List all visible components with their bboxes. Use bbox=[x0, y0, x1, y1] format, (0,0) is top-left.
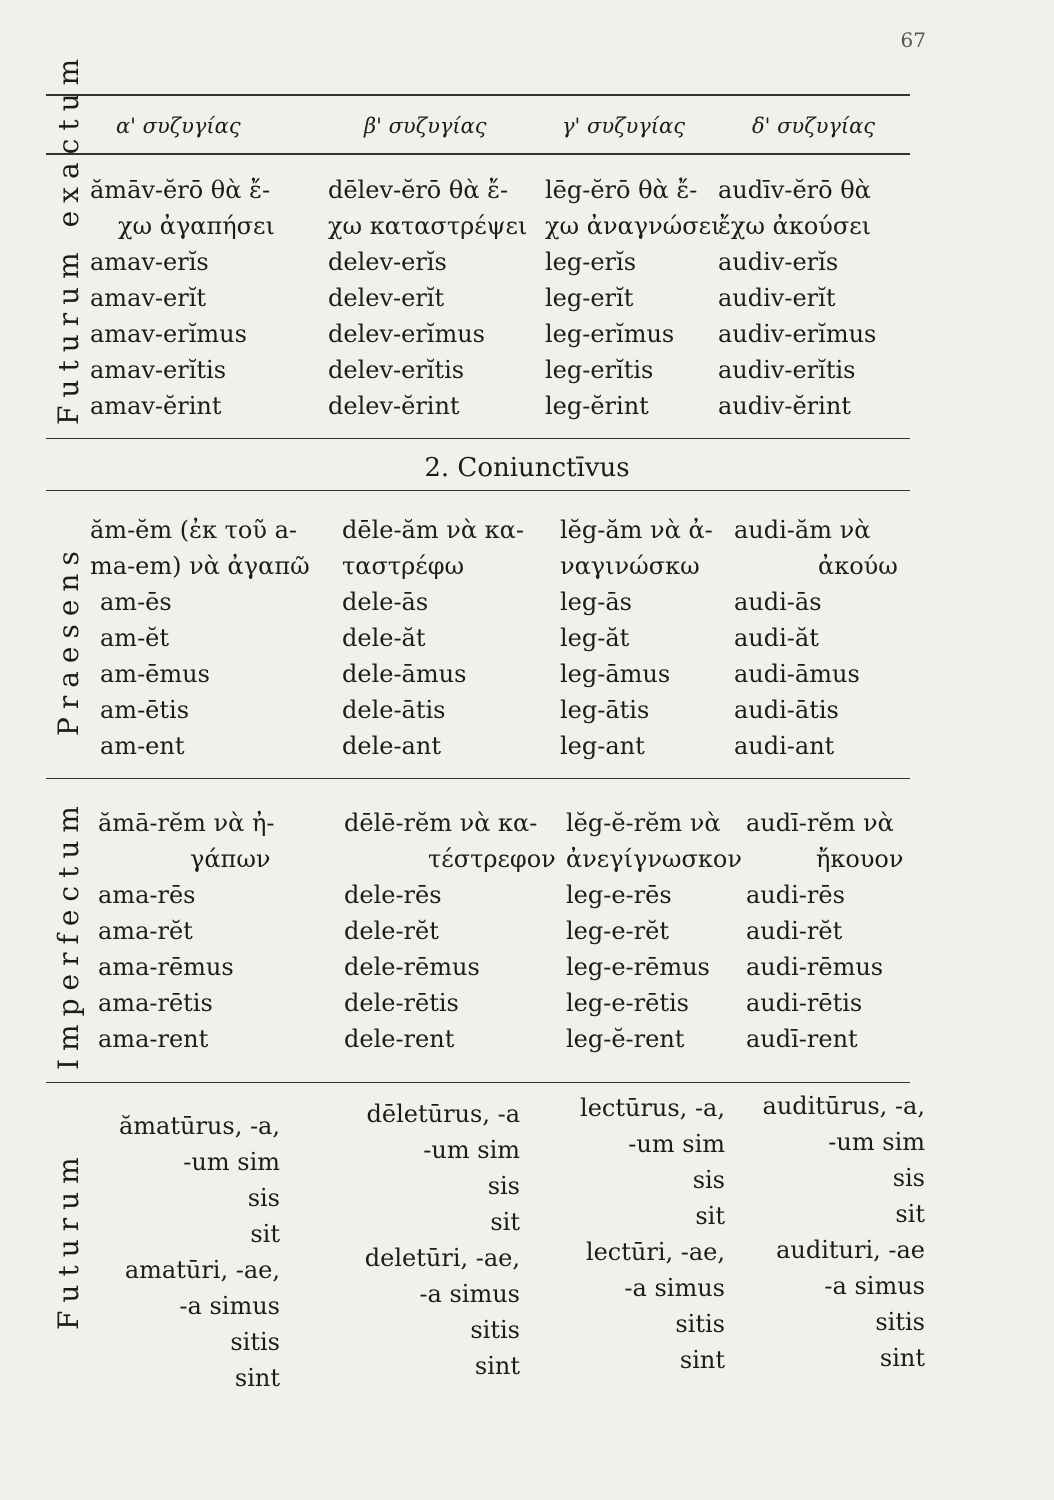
form-line: audi-rēs bbox=[746, 881, 845, 909]
form-line: dele-rētis bbox=[344, 989, 459, 1017]
page-number: 67 bbox=[900, 28, 926, 52]
form-line: dele-ātis bbox=[342, 696, 446, 724]
form-line: leg-erĭs bbox=[545, 248, 637, 276]
form-line: sitis bbox=[230, 1328, 280, 1356]
form-line: delev-erĭt bbox=[328, 284, 445, 312]
top-rule bbox=[46, 94, 910, 96]
section-rule bbox=[46, 778, 910, 779]
form-line: lēg-ĕrō θὰ ἔ- bbox=[545, 176, 698, 204]
header-conjugation-3: γ' συζυγίας bbox=[562, 114, 685, 138]
form-line: dele-ant bbox=[342, 732, 441, 760]
form-line: am-ēmus bbox=[100, 660, 210, 688]
form-line: audi-ant bbox=[734, 732, 835, 760]
form-line: dēlē-rĕm νὰ κα- bbox=[344, 809, 538, 837]
form-line: audi-rēmus bbox=[746, 953, 884, 981]
form-line: leg-ās bbox=[560, 588, 632, 616]
futurum-exactum-col2 bbox=[328, 172, 527, 424]
form-line: leg-e-rētis bbox=[566, 989, 689, 1017]
form-line: leg-ăt bbox=[560, 624, 630, 652]
form-line: amav-ĕrint bbox=[90, 392, 222, 420]
form-line: sit bbox=[490, 1208, 520, 1236]
form-line: dele-ăt bbox=[342, 624, 426, 652]
form-line: audi-āmus bbox=[734, 660, 860, 688]
form-line: audiv-ĕrint bbox=[718, 392, 851, 420]
side-label-futurum-exactum: Futurum exactum bbox=[52, 50, 85, 425]
section-rule bbox=[46, 438, 910, 439]
form-line: audiv-erĭmus bbox=[718, 320, 877, 348]
imperfectum-col3 bbox=[566, 805, 742, 1057]
form-line: ἀνεγίγνωσκον bbox=[566, 845, 742, 873]
form-line: ἤκουον bbox=[816, 845, 904, 873]
form-line: lectūri, -ae, bbox=[585, 1238, 725, 1266]
header-conjugation-4: δ' συζυγίας bbox=[752, 114, 876, 138]
form-line: am-ētis bbox=[100, 696, 190, 724]
section-rule bbox=[46, 490, 910, 491]
form-line: -a simus bbox=[179, 1292, 280, 1320]
imperfectum-col1 bbox=[90, 805, 274, 1057]
form-line: dele-rĕt bbox=[344, 917, 439, 945]
form-line: amav-erĭtis bbox=[90, 356, 227, 384]
form-line: dele-rēs bbox=[344, 881, 442, 909]
header-conjugation-1: α' συζυγίας bbox=[116, 114, 241, 138]
form-line: deletūri, -ae, bbox=[364, 1244, 520, 1272]
form-line: -um sim bbox=[628, 1130, 725, 1158]
form-line: sint bbox=[234, 1364, 280, 1392]
form-line: sitis bbox=[675, 1310, 725, 1338]
form-line: audi-rĕt bbox=[746, 917, 843, 945]
form-line: sit bbox=[895, 1200, 925, 1228]
form-line: dele-rent bbox=[344, 1025, 455, 1053]
side-label-imperfectum: Imperfectum bbox=[52, 798, 85, 1070]
futurum-col2 bbox=[330, 1096, 520, 1384]
form-line: sis bbox=[692, 1166, 725, 1194]
form-line: τέστρεφον bbox=[428, 845, 556, 873]
form-line: ταστρέφω bbox=[342, 552, 465, 580]
form-line: audiv-erĭtis bbox=[718, 356, 856, 384]
form-line: leg-erĭtis bbox=[545, 356, 654, 384]
form-line: sint bbox=[474, 1352, 520, 1380]
imperfectum-col4 bbox=[746, 805, 903, 1057]
form-line: ἀκούω bbox=[818, 552, 898, 580]
futurum-exactum-col1 bbox=[90, 172, 275, 424]
form-line: audi-ăm νὰ bbox=[734, 516, 871, 544]
futurum-col4 bbox=[735, 1088, 925, 1376]
form-line: ama-rēs bbox=[98, 881, 196, 909]
form-line: -um sim bbox=[828, 1128, 925, 1156]
form-line: dēletūrus, -a bbox=[366, 1100, 520, 1128]
futurum-exactum-col4 bbox=[718, 172, 876, 424]
form-line: delev-erĭmus bbox=[328, 320, 485, 348]
form-line: auditūrus, -a, bbox=[762, 1092, 925, 1120]
form-line: leg-ĕrint bbox=[545, 392, 649, 420]
form-line: leg-ātis bbox=[560, 696, 650, 724]
side-label-praesens: Praesens bbox=[52, 543, 85, 737]
form-line: -um sim bbox=[183, 1148, 280, 1176]
form-line: audi-ăt bbox=[734, 624, 819, 652]
praesens-col1 bbox=[90, 512, 310, 764]
form-line: sit bbox=[695, 1202, 725, 1230]
form-line: audi-ātis bbox=[734, 696, 839, 724]
form-line: am-ĕt bbox=[100, 624, 170, 652]
form-line: dēle-ăm νὰ κα- bbox=[342, 516, 524, 544]
form-line: -a simus bbox=[624, 1274, 725, 1302]
form-line: sint bbox=[679, 1346, 725, 1374]
form-line: lĕg-ĕ-rĕm νὰ bbox=[566, 809, 721, 837]
form-line: leg-erĭmus bbox=[545, 320, 675, 348]
form-line: sis bbox=[487, 1172, 520, 1200]
form-line: amav-erĭt bbox=[90, 284, 207, 312]
form-line: leg-e-rēs bbox=[566, 881, 672, 909]
form-line: leg-ĕ-rent bbox=[566, 1025, 685, 1053]
form-line: sitis bbox=[470, 1316, 520, 1344]
form-line: χω καταστρέψει bbox=[328, 212, 528, 240]
form-line: audi-rētis bbox=[746, 989, 863, 1017]
form-line: ma-em) νὰ ἀγαπῶ bbox=[90, 552, 310, 580]
form-line: amatūri, -ae, bbox=[124, 1256, 280, 1284]
form-line: am-ēs bbox=[100, 588, 172, 616]
form-line: leg-āmus bbox=[560, 660, 671, 688]
form-line: ama-rētis bbox=[98, 989, 213, 1017]
form-line: ăm-ĕm (ἐκ τοῦ a- bbox=[90, 516, 297, 544]
form-line: ama-rēmus bbox=[98, 953, 234, 981]
form-line: leg-erĭt bbox=[545, 284, 634, 312]
praesens-col3 bbox=[560, 512, 713, 764]
form-line: leg-e-rĕt bbox=[566, 917, 669, 945]
form-line: sis bbox=[247, 1184, 280, 1212]
form-line: lĕg-ăm νὰ ἀ- bbox=[560, 516, 713, 544]
form-line: -a simus bbox=[419, 1280, 520, 1308]
praesens-col4 bbox=[734, 512, 898, 764]
futurum-col1 bbox=[100, 1108, 280, 1396]
form-line: amav-erĭs bbox=[90, 248, 209, 276]
form-line: am-ent bbox=[100, 732, 185, 760]
form-line: ămatūrus, -a, bbox=[118, 1112, 280, 1140]
form-line: leg-e-rēmus bbox=[566, 953, 710, 981]
form-line: ama-rĕt bbox=[98, 917, 193, 945]
form-line: ναγινώσκω bbox=[560, 552, 700, 580]
futurum-exactum-col3 bbox=[545, 172, 720, 424]
form-line: leg-ant bbox=[560, 732, 645, 760]
form-line: audī-rent bbox=[746, 1025, 858, 1053]
praesens-col2 bbox=[342, 512, 524, 764]
form-line: dēlev-ĕrō θὰ ἔ- bbox=[328, 176, 509, 204]
form-line: dele-rēmus bbox=[344, 953, 480, 981]
form-line: delev-erĭtis bbox=[328, 356, 465, 384]
form-line: audīv-ĕrō θὰ bbox=[718, 176, 871, 204]
form-line: dele-ās bbox=[342, 588, 429, 616]
form-line: ămā-rĕm νὰ ἠ- bbox=[98, 809, 275, 837]
form-line: sint bbox=[879, 1344, 925, 1372]
section-rule bbox=[46, 1082, 910, 1083]
form-line: delev-erĭs bbox=[328, 248, 447, 276]
form-line: ămāv-ĕrō θὰ ἔ- bbox=[90, 176, 271, 204]
form-line: sitis bbox=[875, 1308, 925, 1336]
header-conjugation-2: β' συζυγίας bbox=[364, 114, 487, 138]
form-line: audiv-erĭt bbox=[718, 284, 836, 312]
form-line: sit bbox=[250, 1220, 280, 1248]
form-line: ἔχω ἀκούσει bbox=[718, 212, 872, 240]
form-line: audī-rĕm νὰ bbox=[746, 809, 894, 837]
form-line: γάπων bbox=[190, 845, 271, 873]
form-line: sis bbox=[892, 1164, 925, 1192]
form-line: lectūrus, -a, bbox=[580, 1094, 725, 1122]
form-line: audiv-erĭs bbox=[718, 248, 839, 276]
form-line: delev-ĕrint bbox=[328, 392, 460, 420]
form-line: χω ἀγαπήσει bbox=[118, 212, 275, 240]
form-line: amav-erĭmus bbox=[90, 320, 247, 348]
futurum-col3 bbox=[540, 1090, 725, 1378]
form-line: dele-āmus bbox=[342, 660, 467, 688]
form-line: audi-ās bbox=[734, 588, 822, 616]
form-line: -a simus bbox=[824, 1272, 925, 1300]
form-line: -um sim bbox=[423, 1136, 520, 1164]
header-rule bbox=[46, 153, 910, 155]
imperfectum-col2 bbox=[344, 805, 556, 1057]
side-label-futurum: Futurum bbox=[52, 1149, 85, 1331]
form-line: χω ἀναγνώσει bbox=[545, 212, 721, 240]
form-line: ama-rent bbox=[98, 1025, 209, 1053]
form-line: audituri, -ae bbox=[776, 1236, 925, 1264]
coniunctivus-heading: 2. Coniunctīvus bbox=[424, 453, 630, 483]
